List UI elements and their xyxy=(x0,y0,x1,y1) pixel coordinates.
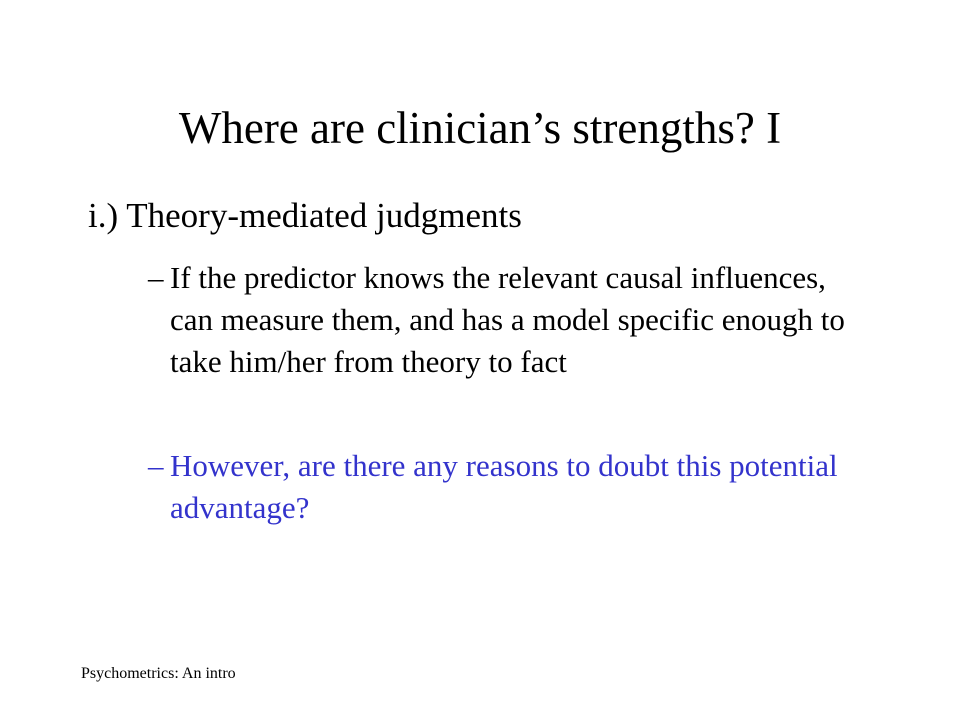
level1-heading: i.) Theory-mediated judgments xyxy=(88,196,522,235)
bullet-text: If the predictor knows the relevant causal influences, can measure them, and has a model specific enough to take him/her from theory to fact xyxy=(170,260,845,379)
bullet-text: However, are there any reasons to doubt this potential advantage? xyxy=(170,448,838,525)
slide-title: Where are clinician’s strengths? I xyxy=(178,103,782,153)
slide-footer: Psychometrics: An intro xyxy=(81,665,236,682)
bullet-dash: – xyxy=(148,260,164,295)
bullet-item-causal-influences xyxy=(148,257,868,383)
bullet-item-doubt-question xyxy=(148,445,868,529)
bullet-dash: – xyxy=(148,448,164,483)
